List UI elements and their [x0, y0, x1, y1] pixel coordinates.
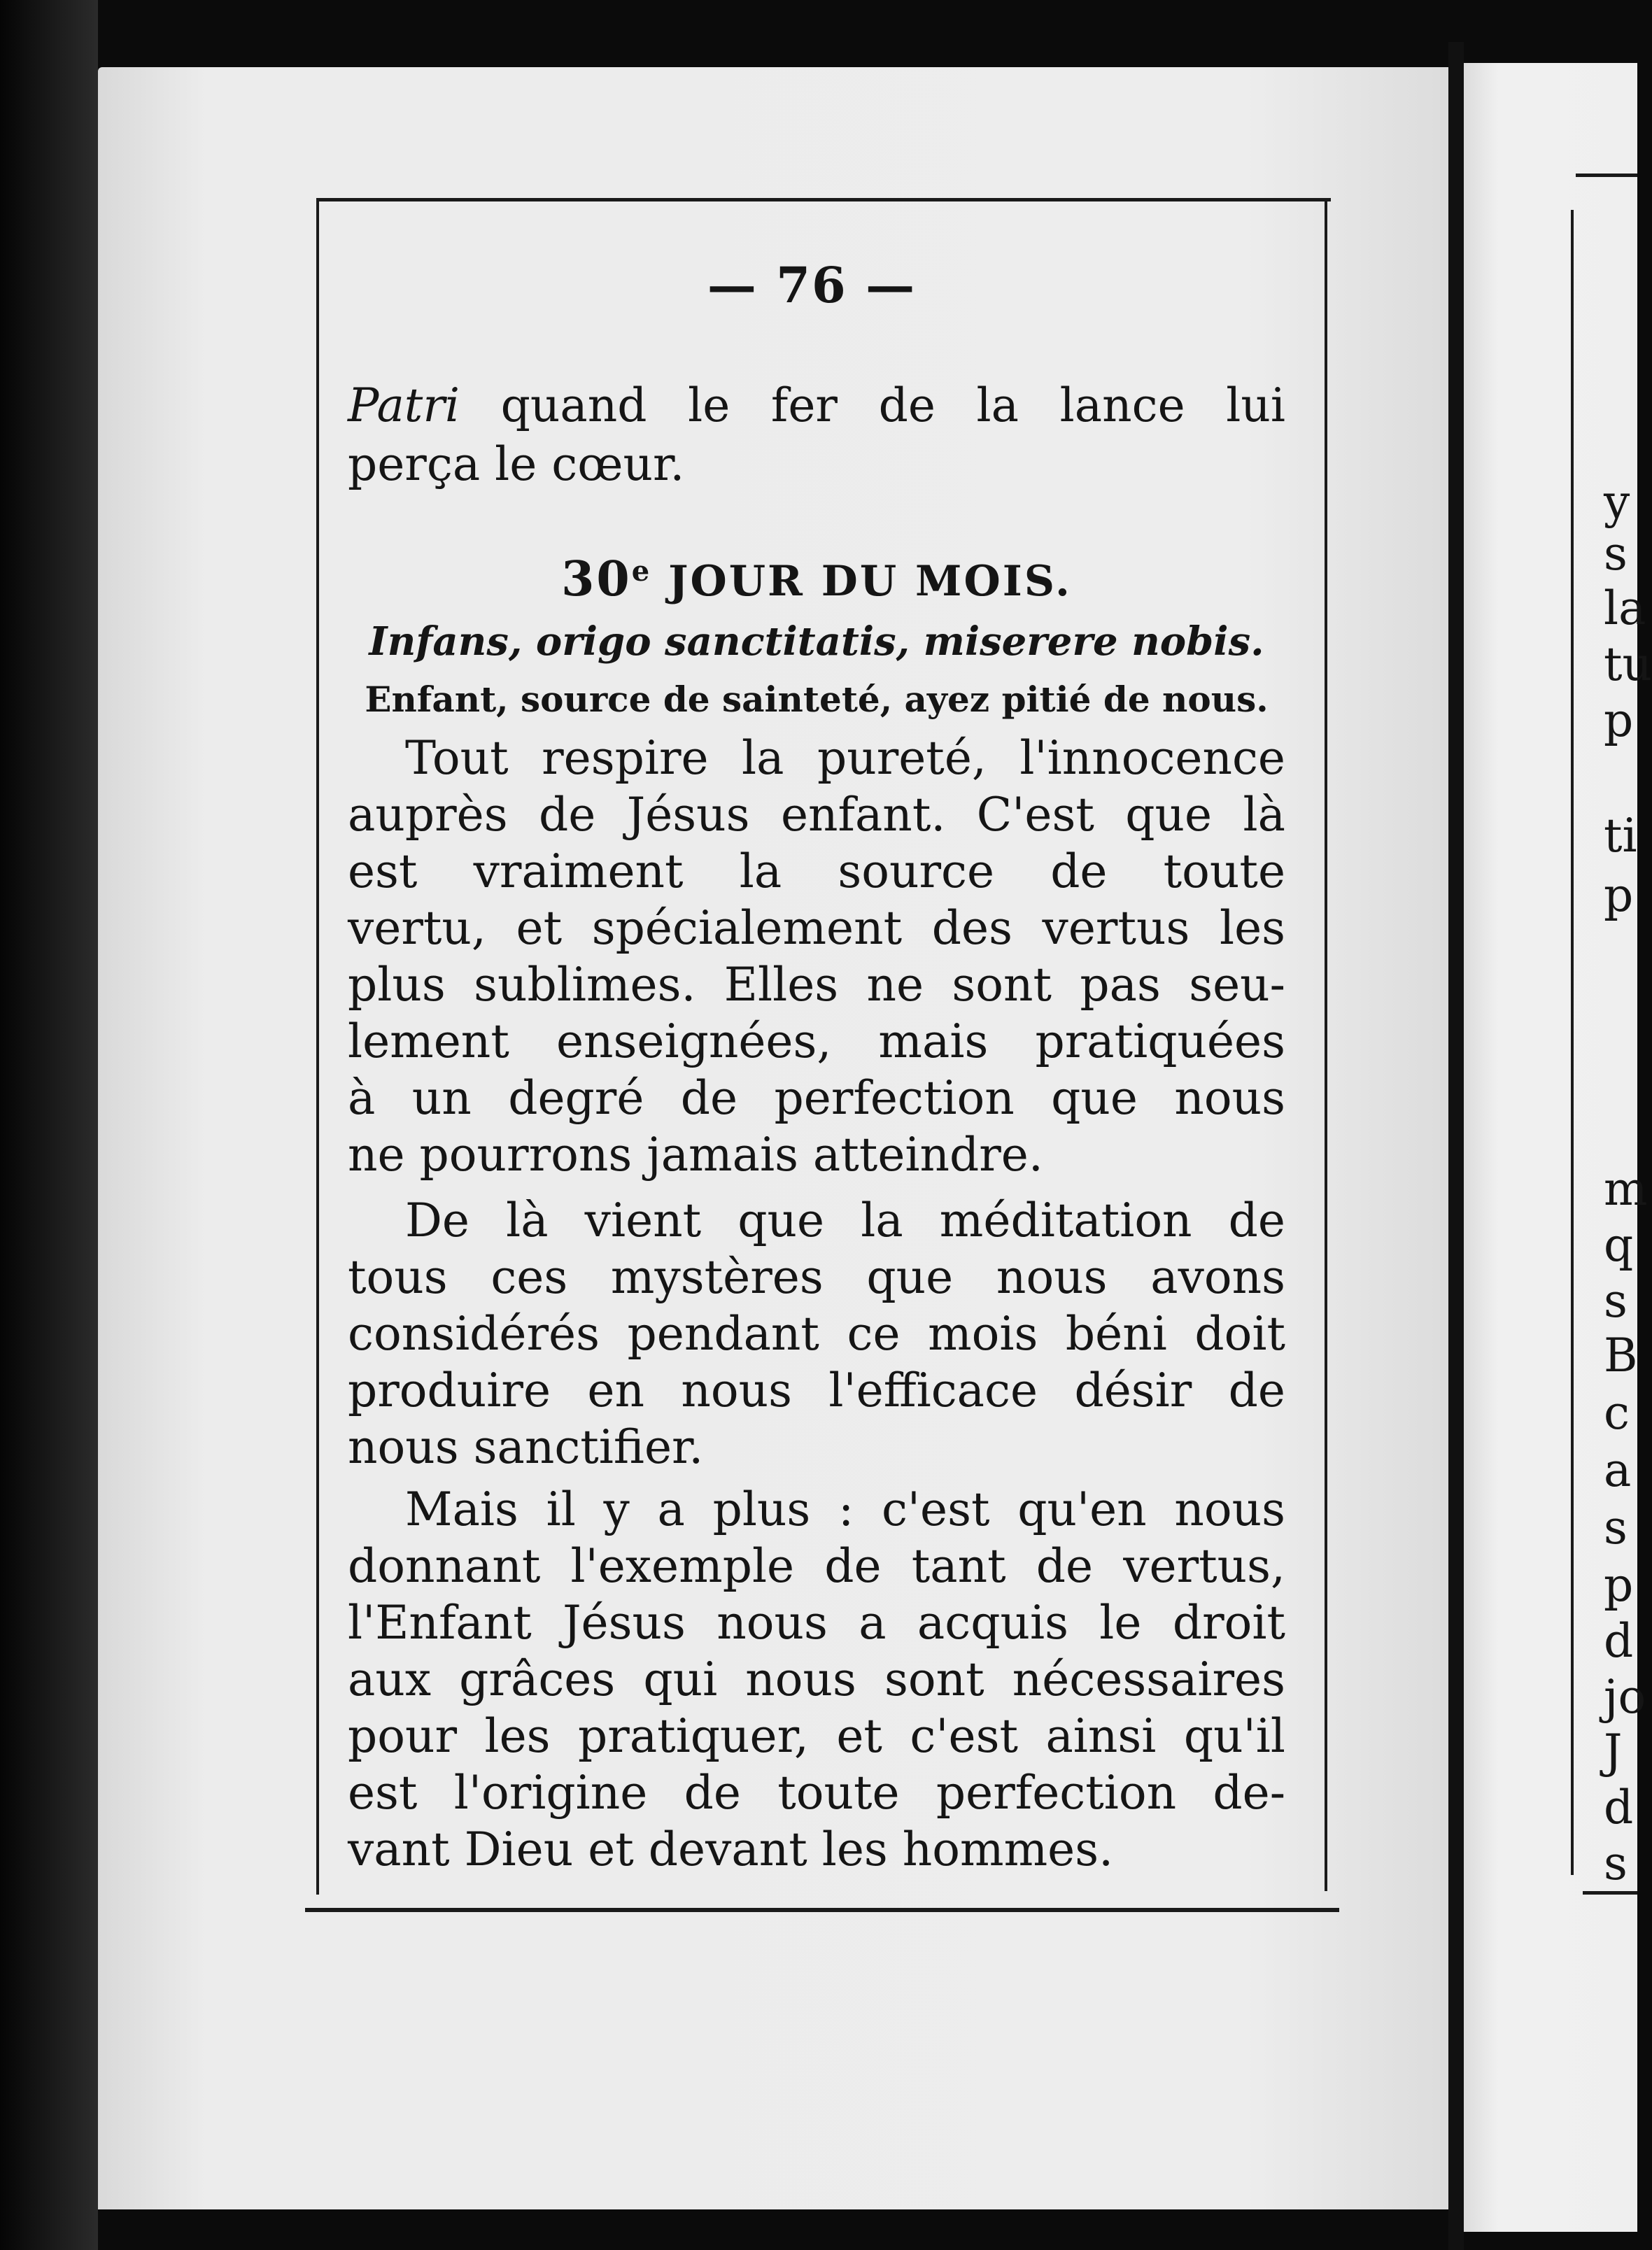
paragraph-1-line: lement enseignées, mais pratiquées: [348, 1014, 1285, 1068]
paragraph-1-line: plus sublimes. Elles ne sont pas seu-: [348, 958, 1285, 1012]
paragraph-3-line: aux grâces qui nous sont nécessaires: [348, 1653, 1285, 1706]
paragraph-3-line: l'Enfant Jésus nous a acquis le droit: [348, 1596, 1285, 1650]
right-page-fragment: s: [1604, 527, 1628, 581]
day-number: 30: [561, 551, 632, 607]
right-page-fragment: ti: [1604, 809, 1637, 863]
right-page-fragment: p: [1604, 1558, 1634, 1612]
right-page-fragment: d: [1604, 1614, 1634, 1668]
frame-rule-left: [316, 198, 319, 1895]
day-suffix: e: [631, 555, 652, 588]
right-page-fragment: s: [1604, 1274, 1628, 1328]
book-page-right: [1464, 63, 1652, 2232]
right-page-fragment: q: [1604, 1218, 1634, 1272]
right-page-fragment: d: [1604, 1781, 1634, 1834]
right-page-fragment: y: [1604, 475, 1630, 529]
right-page-rule-top: [1576, 174, 1637, 177]
paragraph-2-line: tous ces mystères que nous avons: [348, 1250, 1285, 1304]
paragraph-2-line: nous sanctifier.: [348, 1420, 704, 1474]
paragraph-1-line: auprès de Jésus enfant. C'est que là: [348, 788, 1285, 842]
scan-edge-shadow: [0, 0, 98, 2250]
opening-line-1-text: quand le fer de la lance lui: [459, 378, 1285, 432]
opening-line-2: perça le cœur.: [348, 437, 685, 491]
right-page-fragment: jo: [1604, 1670, 1646, 1724]
page-gutter: [1448, 42, 1464, 2250]
invocation-french: Enfant, source de sainteté, ayez pitié de nous.: [365, 679, 1269, 720]
paragraph-3-line: Mais il y a plus : c'est qu'en nous: [405, 1483, 1285, 1536]
right-page-frame-left: [1571, 210, 1574, 1875]
invocation-latin: Infans, origo sanctitatis, miserere nobis.: [369, 618, 1264, 665]
frame-rule-top: [316, 198, 1331, 201]
right-page-fragment: la: [1604, 581, 1646, 635]
paragraph-1-line: Tout respire la pureté, l'innocence: [405, 731, 1285, 785]
right-page-fragment: tu: [1604, 637, 1652, 691]
paragraph-2-line: De là vient que la méditation de: [405, 1194, 1285, 1247]
paragraph-3-line: vant Dieu et devant les hommes.: [348, 1823, 1114, 1876]
right-page-fragment: s: [1604, 1501, 1628, 1555]
opening-line-1: [348, 378, 1285, 434]
paragraph-3-line: donnant l'exemple de tant de vertus,: [348, 1539, 1285, 1593]
paragraph-1-line: ne pourrons jamais atteindre.: [348, 1128, 1043, 1182]
right-page-fragment: p: [1604, 693, 1634, 747]
paragraph-1-line: est vraiment la source de toute: [348, 844, 1285, 898]
right-page-fragment: m: [1604, 1162, 1648, 1216]
paragraph-1-line: vertu, et spécialement des vertus les: [348, 901, 1285, 955]
frame-rule-bottom: [305, 1908, 1339, 1912]
right-page-fragment: c: [1604, 1386, 1630, 1440]
paragraph-3-line: pour les pratiquer, et c'est ainsi qu'il: [348, 1709, 1285, 1763]
paragraph-2-line: produire en nous l'efficace désir de: [348, 1364, 1285, 1417]
right-page-fragment: p: [1604, 868, 1634, 922]
page-number: — 76 —: [707, 256, 917, 314]
paragraph-1-line: à un degré de perfection que nous: [348, 1071, 1285, 1125]
frame-rule-right: [1325, 198, 1327, 1891]
paragraph-2-line: considérés pendant ce mois béni doit: [348, 1307, 1285, 1361]
opening-italic-word: Patri: [348, 378, 460, 432]
day-heading-text: JOUR DU MOIS.: [651, 557, 1072, 606]
day-heading: [348, 551, 1285, 607]
right-page-fragment: a: [1604, 1443, 1632, 1497]
right-page-fragment: s: [1604, 1837, 1628, 1890]
right-page-fragment: J: [1604, 1725, 1623, 1778]
paragraph-3-line: est l'origine de toute perfection de-: [348, 1766, 1285, 1820]
right-page-fragment: B: [1604, 1329, 1638, 1382]
